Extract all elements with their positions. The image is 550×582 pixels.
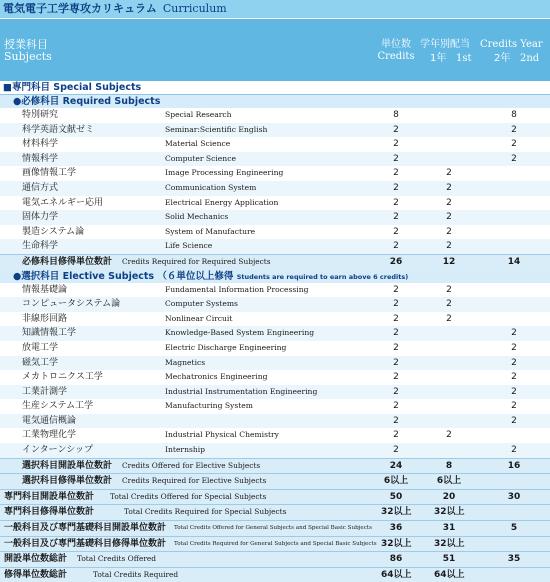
year1-value: 2 <box>446 284 452 295</box>
grand-total-credits: 32以上 <box>381 538 412 549</box>
grand-total-en: Total Credits Required for Special Subjects <box>124 507 287 517</box>
subject-name-en: Computer Systems <box>165 299 238 309</box>
required-total-row <box>0 254 550 270</box>
subject-name-jp: 通信方式 <box>22 182 59 193</box>
grand-total-credits: 36 <box>389 523 403 534</box>
subject-name-jp: 科学英語文献ゼミ <box>22 124 95 135</box>
grand-total-row <box>0 520 550 536</box>
year2-value: 2 <box>511 124 517 135</box>
grand-total-year1: 64以上 <box>434 569 465 580</box>
table-row <box>0 210 550 225</box>
year2-en: 2nd <box>520 53 540 64</box>
table-row <box>0 283 550 298</box>
elective-required-total-row <box>0 473 550 489</box>
elective-offered-year1: 8 <box>445 460 453 471</box>
credits-value: 2 <box>393 197 399 208</box>
subject-name-en: Electrical Energy Application <box>165 197 279 207</box>
year2-value: 2 <box>511 342 517 353</box>
grand-total-label: 開設単位数総計 <box>4 554 68 565</box>
grand-total-credits: 64以上 <box>381 569 412 580</box>
grand-total-label: 一般科目及び専門基礎科目開設単位数計 <box>4 523 167 534</box>
grand-total-credits: 86 <box>389 554 403 565</box>
grand-total-row <box>0 536 550 552</box>
subject-name-jp: インターンシップ <box>22 445 94 456</box>
required-total-year2: 14 <box>507 256 521 267</box>
subject-name-en: Internship <box>165 445 206 455</box>
grand-total-label: 修得単位数総計 <box>4 569 68 580</box>
year2-value: 2 <box>511 401 517 412</box>
grand-total-year2: 5 <box>510 523 518 534</box>
grand-total-en: Total Credits Offered for General Subjects and Special Basic Subjects <box>174 525 372 532</box>
year1-en: 1st <box>456 53 472 64</box>
table-row <box>0 428 550 443</box>
subject-name-en: Knowledge-Based System Engineering <box>165 328 315 338</box>
subject-name-jp: 固体力学 <box>22 212 59 223</box>
subject-name-jp: 生命科学 <box>22 241 59 252</box>
table-row <box>0 341 550 356</box>
elective-required-credits: 6以上 <box>383 476 409 487</box>
title-en: Curriculum <box>162 2 227 15</box>
subjects-header-en: Subjects <box>4 50 52 63</box>
table-row <box>0 152 550 167</box>
required-subjects-list <box>0 108 550 254</box>
elective-note-jp: （６単位以上修得 <box>157 270 234 282</box>
year1-jp: 1年 <box>430 53 447 64</box>
year1-value: 2 <box>446 168 452 179</box>
grand-total-year1: 32以上 <box>434 507 465 518</box>
credits-header <box>372 39 420 63</box>
grand-total-row <box>0 504 550 520</box>
subject-name-en: Industrial Instrumentation Engineering <box>165 386 318 396</box>
subject-name-en: Fundamental Information Processing <box>165 284 309 294</box>
year-header-en: Credits Year <box>480 39 543 50</box>
table-row <box>0 181 550 196</box>
grand-total-label: 専門科目開設単位数計 <box>4 491 95 502</box>
elective-offered-year2: 16 <box>507 460 521 471</box>
credits-value: 2 <box>393 241 399 252</box>
subject-name-jp: メカトロニクス工学 <box>22 372 103 383</box>
credits-value: 2 <box>393 284 399 295</box>
subject-name-jp: 工業計測学 <box>22 386 68 397</box>
year1-value: 2 <box>446 241 452 252</box>
table-row <box>0 414 550 429</box>
year1-value: 2 <box>446 430 452 441</box>
year2-value: 2 <box>511 372 517 383</box>
year2-value: 2 <box>511 386 517 397</box>
subject-name-en: Computer Science <box>165 153 236 163</box>
grand-total-row <box>0 567 550 582</box>
subject-name-en: System of Manufacture <box>165 226 256 236</box>
credits-value: 2 <box>393 139 399 150</box>
year2-value: 2 <box>511 153 517 164</box>
subject-name-jp: 電気エネルギー応用 <box>22 197 104 208</box>
year1-value: 2 <box>446 226 452 237</box>
table-header <box>0 18 550 81</box>
subject-name-en: Solid Mechanics <box>165 212 229 222</box>
subject-name-en: Electric Discharge Engineering <box>165 342 287 352</box>
elective-offered-total-row <box>0 458 550 474</box>
table-row <box>0 443 550 458</box>
year1-value: 2 <box>446 313 452 324</box>
credits-value: 2 <box>393 401 399 412</box>
subject-name-jp: 画像情報工学 <box>22 168 77 179</box>
grand-total-en: Total Credits Required <box>93 569 179 579</box>
grand-total-year1: 31 <box>442 523 456 534</box>
grand-total-year2: 30 <box>507 491 521 502</box>
subject-name-jp: 生産システム工学 <box>22 401 94 412</box>
grand-total-credits: 32以上 <box>381 507 412 518</box>
grand-total-year1: 51 <box>442 554 456 565</box>
subject-name-en: Magnetics <box>165 357 206 367</box>
subject-name-jp: 情報基礎論 <box>22 284 68 295</box>
grand-total-row <box>0 489 550 505</box>
year2-value: 2 <box>511 328 517 339</box>
subject-name-jp: 非線形回路 <box>22 313 68 324</box>
year1-value: 2 <box>446 299 452 310</box>
credits-value: 2 <box>393 328 399 339</box>
credits-header-jp: 単位数 <box>381 39 411 50</box>
subject-name-jp: 電気通信概論 <box>22 415 77 426</box>
subject-name-en: Image Processing Engineering <box>165 168 284 178</box>
year2-value: 2 <box>511 415 517 426</box>
elective-required-label: 選択科目修得単位数計 <box>22 476 113 487</box>
year2-jp: 2年 <box>494 53 511 64</box>
required-subjects-heading: ●必修科目 Required Subjects <box>0 95 550 108</box>
year1-value: 2 <box>446 182 452 193</box>
grand-total-label: 一般科目及び専門基礎科目修得単位数計 <box>4 538 167 549</box>
table-row <box>0 239 550 254</box>
subject-name-en: Mechatronics Engineering <box>165 372 268 382</box>
grand-total-en: Total Credits Required for General Subjects and Special Basic Subjects <box>174 540 377 547</box>
table-row <box>0 108 550 123</box>
grand-total-credits: 50 <box>389 491 403 502</box>
credits-value: 2 <box>393 226 399 237</box>
subject-name-jp: 材料科学 <box>22 139 59 150</box>
credits-value: 2 <box>393 153 399 164</box>
credits-value: 2 <box>393 299 399 310</box>
elective-required-en: Credits Required for Elective Subjects <box>122 476 267 486</box>
table-row <box>0 196 550 211</box>
subjects-header <box>4 39 52 63</box>
credits-value: 8 <box>393 110 399 120</box>
credits-value: 2 <box>393 182 399 193</box>
elective-label: ●選択科目 Elective Subjects <box>13 270 155 282</box>
title-jp: 電気電子工学専攻カリキュラム <box>3 2 157 15</box>
year-header-jp: 学年別配当 <box>420 39 470 50</box>
credits-value: 2 <box>393 372 399 383</box>
special-subjects-heading: ■専門科目 Special Subjects <box>0 81 550 95</box>
table-row <box>0 385 550 400</box>
subject-name-en: Material Science <box>165 139 231 149</box>
subject-name-en: Communication System <box>165 182 257 192</box>
credits-value: 2 <box>393 445 399 456</box>
grand-total-en: Total Credits Offered <box>77 554 156 564</box>
subject-name-jp: 特別研究 <box>22 110 59 120</box>
elective-subjects-heading <box>0 270 550 283</box>
table-row <box>0 166 550 181</box>
year2-value: 2 <box>511 139 517 150</box>
page-title <box>0 0 550 18</box>
subject-name-en: Special Research <box>165 110 232 119</box>
grand-total-en: Total Credits Offered for Special Subjects <box>110 491 267 501</box>
credits-header-en: Credits <box>377 51 415 62</box>
subject-name-en: Manufacturing System <box>165 401 253 411</box>
subject-name-jp: 放電工学 <box>22 342 59 353</box>
table-row <box>0 312 550 327</box>
elective-note-en: Students are required to earn above 6 credits) <box>236 272 409 281</box>
subjects-header-jp: 授業科目 <box>4 38 48 51</box>
credits-value: 2 <box>393 357 399 368</box>
grand-total-year1: 20 <box>442 491 456 502</box>
subject-name-jp: 情報科学 <box>22 153 59 164</box>
year1-value: 2 <box>446 212 452 223</box>
required-total-en: Credits Required for Required Subjects <box>122 256 271 266</box>
elective-offered-credits: 24 <box>389 460 403 471</box>
grand-total-row <box>0 551 550 567</box>
credits-value: 2 <box>393 415 399 426</box>
required-total-label: 必修科目修得単位数計 <box>22 256 113 267</box>
subject-name-jp: 磁気工学 <box>22 357 59 368</box>
subject-name-jp: 製造システム論 <box>22 226 85 237</box>
subject-name-jp: コンピュータシステム論 <box>22 299 121 310</box>
subject-name-en: Industrial Physical Chemistry <box>165 430 279 440</box>
credits-value: 2 <box>393 124 399 135</box>
table-row <box>0 326 550 341</box>
table-row <box>0 399 550 414</box>
year1-value: 2 <box>446 197 452 208</box>
grand-total-year2: 35 <box>507 554 521 565</box>
table-row <box>0 225 550 240</box>
subject-name-en: Nonlinear Circuit <box>165 313 233 323</box>
grand-total-year1: 32以上 <box>434 538 465 549</box>
elective-offered-label: 選択科目開設単位数計 <box>22 460 113 471</box>
credits-value: 2 <box>393 168 399 179</box>
elective-required-year1: 6以上 <box>436 476 462 487</box>
subject-name-en: Seminar:Scientific English <box>165 124 268 134</box>
required-total-credits: 26 <box>389 256 403 267</box>
credits-value: 2 <box>393 313 399 324</box>
elective-subjects-list <box>0 283 550 458</box>
subject-name-jp: 工業物理化学 <box>22 430 77 441</box>
year2-value: 2 <box>511 445 517 456</box>
year2-value: 2 <box>511 357 517 368</box>
credits-value: 2 <box>393 386 399 397</box>
table-row <box>0 123 550 138</box>
table-row <box>0 356 550 371</box>
table-row <box>0 370 550 385</box>
year2-value: 8 <box>511 110 517 120</box>
credits-value: 2 <box>393 342 399 353</box>
grand-totals <box>0 489 550 582</box>
subject-name-en: Life Science <box>165 241 213 251</box>
grand-total-label: 専門科目修得単位数計 <box>4 507 95 518</box>
credits-value: 2 <box>393 212 399 223</box>
elective-offered-en: Credits Offered for Elective Subjects <box>122 460 261 470</box>
required-total-year1: 12 <box>442 256 456 267</box>
credits-value: 2 <box>393 430 399 441</box>
table-row <box>0 297 550 312</box>
table-row <box>0 137 550 152</box>
subject-name-jp: 知識情報工学 <box>22 328 77 339</box>
